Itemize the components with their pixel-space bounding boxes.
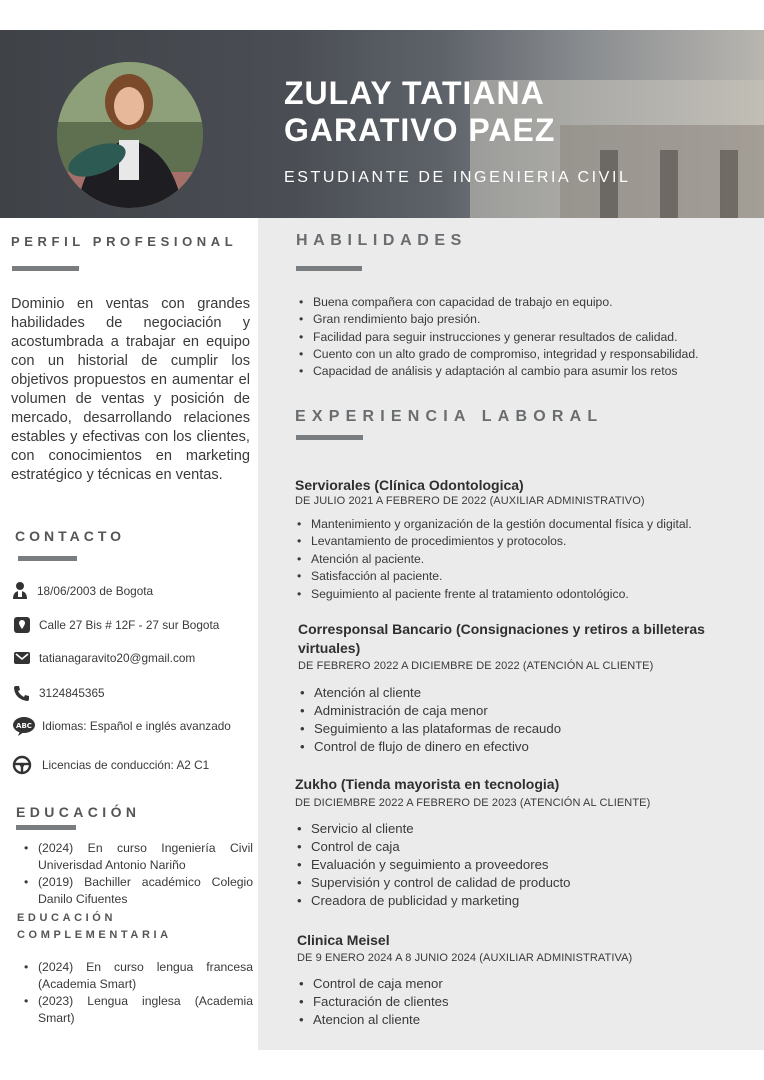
experience-heading: EXPERIENCIA LABORAL [295, 408, 604, 425]
job-duty: • Seguimiento al paciente frente al tratamiento odontológico. [295, 586, 755, 603]
education-heading: EDUCACIÓN [16, 804, 141, 820]
contact-languages [12, 716, 262, 738]
job-duty: • Creadora de publicidad y marketing [295, 892, 735, 910]
job-duty: • Servicio al cliente [295, 820, 735, 838]
job-duty: • Atención al paciente. [295, 551, 755, 568]
candidate-name [284, 75, 684, 149]
skill-item: • Capacidad de análisis y adaptación al cambio para asumir los retos [297, 363, 757, 380]
job-duty: • Supervisión y control de calidad de producto [295, 874, 735, 892]
location-pin-icon [12, 615, 32, 635]
background-column [720, 150, 738, 218]
job-title [298, 620, 705, 658]
job-title-line-2: virtuales) [298, 640, 361, 656]
contact-phone [12, 683, 262, 705]
name-line-1: ZULAY TATIANA [284, 75, 545, 111]
phone-icon [12, 683, 32, 703]
job-dates: DE FEBRERO 2022 A DICIEMBRE DE 2022 (ATENCIÓN AL CLIENTE) [298, 660, 654, 672]
job-dates: DE 9 ENERO 2024 A 8 JUNIO 2024 (AUXILIAR ADMINISTRATIVA) [297, 952, 633, 964]
job-duty: • Administración de caja menor [298, 702, 738, 720]
contact-email [12, 648, 262, 670]
complementary-heading-line-2: COMPLEMENTARIA [17, 929, 172, 941]
education-item: • (2023) Lengua inglesa (Academia Smart) [22, 993, 253, 1027]
education-list [22, 840, 253, 908]
skills-list [297, 294, 757, 380]
job-duty: • Atención al cliente [298, 684, 738, 702]
job-duties-list [295, 516, 755, 603]
profile-divider [12, 266, 79, 271]
job-title: Clinica Meisel [297, 932, 390, 948]
job-duty: • Evaluación y seguimiento a proveedores [295, 856, 735, 874]
language-abc-icon [12, 716, 36, 736]
job-duty: • Levantamiento de procedimientos y protocolos. [295, 533, 755, 550]
contact-languages-text: Idiomas: Español e inglés avanzado [42, 719, 231, 733]
education-item: • (2024) En curso Ingeniería Civil Univerisdad Antonio Nariño [22, 840, 253, 874]
job-duty: • Facturación de clientes [297, 993, 737, 1011]
job-dates: DE DICIEMBRE 2022 A FEBRERO DE 2023 (ATENCIÓN AL CLIENTE) [295, 797, 651, 809]
education-item: • (2019) Bachiller académico Colegio Danilo Cifuentes [22, 874, 253, 908]
profile-text: Dominio en ventas con grandes habilidades de negociación y acostumbrada a trabajar en equipo con un historial de cumplir los objetivos propuestos en aumentar el volumen de ventas y posición de mercado, desarrollando relaciones estables y efectivas con los clientes, con conocimientos en marketing estratégico y técnicas en ventas. [11, 296, 250, 483]
job-duty: • Control de caja menor [297, 975, 737, 993]
name-line-2: GARATIVO PAEZ [284, 112, 556, 148]
skill-item: • Buena compañera con capacidad de trabajo en equipo. [297, 294, 757, 311]
contact-birth-text: 18/06/2003 de Bogota [37, 584, 154, 598]
contact-divider [18, 556, 77, 561]
job-duty: • Satisfacción al paciente. [295, 568, 755, 585]
email-icon [12, 648, 32, 668]
job-title: Serviorales (Clínica Odontologica) [295, 477, 524, 493]
job-dates: DE JULIO 2021 A FEBRERO DE 2022 (AUXILIAR ADMINISTRATIVO) [295, 495, 645, 507]
contact-address-text: Calle 27 Bis # 12F - 27 sur Bogota [39, 618, 220, 632]
education-item: • (2024) En curso lengua francesa (Academia Smart) [22, 959, 253, 993]
complementary-education-heading [17, 910, 172, 944]
steering-wheel-icon [12, 755, 32, 775]
contact-license-text: Licencias de conducción: A2 C1 [42, 758, 210, 772]
contact-birth [12, 581, 262, 603]
job-duty: • Control de flujo de dinero en efectivo [298, 738, 738, 756]
contact-license [12, 755, 262, 777]
person-icon [12, 581, 32, 601]
job-title: Zukho (Tienda mayorista en tecnologia) [295, 776, 560, 792]
job-duties-list [295, 820, 735, 910]
profile-heading: PERFIL PROFESIONAL [11, 234, 238, 249]
skills-heading: HABILIDADES [296, 232, 467, 249]
profile-photo [57, 62, 203, 208]
experience-divider [296, 435, 363, 440]
education-divider [16, 825, 76, 830]
skill-item: • Facilidad para seguir instrucciones y generar resultados de calidad. [297, 329, 757, 346]
job-duty: • Mantenimiento y organización de la gestión documental física y digital. [295, 516, 755, 533]
job-duties-list [297, 975, 737, 1029]
skill-item: • Cuento con un alto grado de compromiso, integridad y responsabilidad. [297, 346, 757, 363]
contact-phone-text[interactable]: 3124845365 [39, 686, 105, 700]
job-role: ESTUDIANTE DE INGENIERIA CIVIL [284, 169, 631, 186]
complementary-heading-line-1: EDUCACIÓN [17, 912, 117, 924]
background-column [660, 150, 678, 218]
complementary-education-list [22, 959, 253, 1027]
job-duty: • Atencion al cliente [297, 1011, 737, 1029]
skill-item: • Gran rendimiento bajo presión. [297, 311, 757, 328]
skills-divider [296, 266, 362, 271]
contact-email-text[interactable]: tatianagaravito20@gmail.com [39, 651, 196, 665]
job-duty: • Control de caja [295, 838, 735, 856]
job-duties-list [298, 684, 738, 756]
contact-address [12, 615, 262, 637]
job-title-line-1: Corresponsal Bancario (Consignaciones y retiros a billeteras [298, 621, 705, 637]
svg-text:ABC: ABC [16, 722, 32, 730]
job-duty: • Seguimiento a las plataformas de recaudo [298, 720, 738, 738]
contact-heading: CONTACTO [15, 528, 126, 544]
